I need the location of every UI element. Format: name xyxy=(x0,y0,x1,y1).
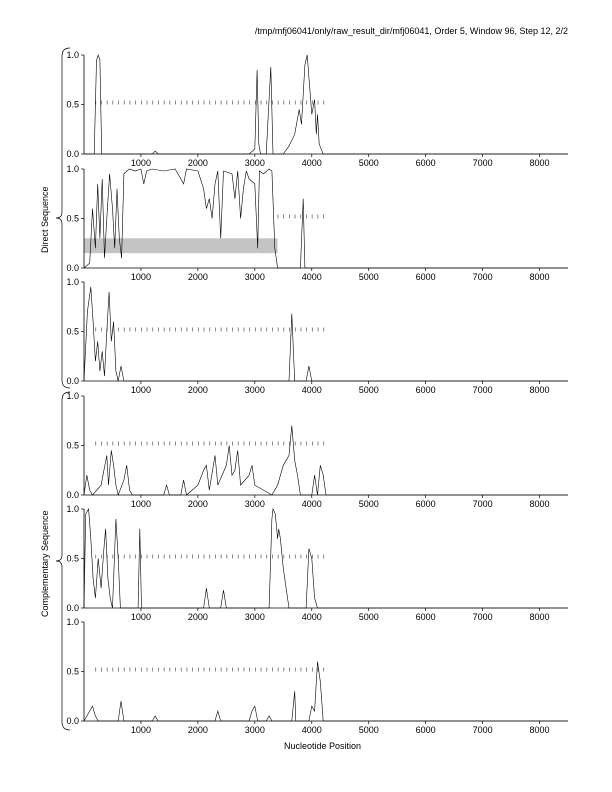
panel-3-x-tick-label: 3000 xyxy=(244,385,265,395)
panel-6-series-line xyxy=(84,662,568,721)
panel-1-x-tick-label: 2000 xyxy=(187,158,208,168)
panel-4-x-tick-label: 1000 xyxy=(130,499,151,509)
panel-2-x-tick-label: 6000 xyxy=(415,272,436,282)
panel-1-series-line xyxy=(84,55,568,154)
panel-6-y-tick-label: 0.0 xyxy=(66,716,79,726)
panel-1-y-tick-label: 1.0 xyxy=(66,50,79,60)
chart-header: /tmp/mfj06041/only/raw_result_dir/mfj06041, Order 5, Window 96, Step 12, 2/2 xyxy=(254,26,568,36)
panel-6-x-tick-label: 2000 xyxy=(187,725,208,735)
panel-5-x-tick-label: 8000 xyxy=(529,612,550,622)
panel-5-x-tick-label: 1000 xyxy=(130,612,151,622)
panel-1-x-tick-label: 3000 xyxy=(244,158,265,168)
panel-4-series-line xyxy=(84,426,568,495)
panel-4-x-tick-label: 2000 xyxy=(187,499,208,509)
panel-1-x-tick-label: 7000 xyxy=(472,158,493,168)
panel-1-x-tick-label: 8000 xyxy=(529,158,550,168)
x-axis-label: Nucleotide Position xyxy=(284,741,362,751)
panel-3-series-line xyxy=(84,287,568,381)
panel-2-y-tick-label: 0.5 xyxy=(66,213,79,224)
panel-2-x-tick-label: 1000 xyxy=(130,272,151,282)
panel-3-x-tick-label: 8000 xyxy=(529,385,550,395)
panel-2-x-tick-label: 8000 xyxy=(529,272,550,282)
panel-6-x-tick-label: 3000 xyxy=(244,725,265,735)
panel-6-x-tick-label: 5000 xyxy=(358,725,379,735)
panel-4-x-tick-label: 6000 xyxy=(415,499,436,509)
panel-6-x-tick-label: 1000 xyxy=(130,725,151,735)
panel-2-x-tick-label: 2000 xyxy=(187,272,208,282)
panel-4-y-tick-label: 1.0 xyxy=(66,391,79,401)
panel-3-x-tick-label: 5000 xyxy=(358,385,379,395)
panel-4-x-tick-label: 7000 xyxy=(472,499,493,509)
panel-3-x-tick-label: 6000 xyxy=(415,385,436,395)
panel-2-x-tick-label: 4000 xyxy=(301,272,322,282)
panel-3-y-tick-label: 1.0 xyxy=(66,277,79,287)
panel-2-shaded-band xyxy=(84,238,278,253)
panel-1-y-tick-label: 0.0 xyxy=(66,149,79,159)
panel-1-y-tick-label: 0.5 xyxy=(66,99,79,110)
panel-5-x-tick-label: 4000 xyxy=(301,612,322,622)
panel-4-x-tick-label: 5000 xyxy=(358,499,379,509)
panel-3-x-tick-label: 1000 xyxy=(130,385,151,395)
panel-3-x-tick-label: 2000 xyxy=(187,385,208,395)
panel-4-y-tick-label: 0.0 xyxy=(66,490,79,500)
panel-1-x-tick-label: 1000 xyxy=(130,158,151,168)
panel-2-x-tick-label: 5000 xyxy=(358,272,379,282)
panel-3-x-tick-label: 7000 xyxy=(472,385,493,395)
panel-6-y-tick-label: 0.5 xyxy=(66,666,79,677)
panel-6-x-tick-label: 7000 xyxy=(472,725,493,735)
panel-5-x-tick-label: 2000 xyxy=(187,612,208,622)
panel-3-x-tick-label: 4000 xyxy=(301,385,322,395)
panel-5-x-tick-label: 3000 xyxy=(244,612,265,622)
panel-5-y-tick-label: 1.0 xyxy=(66,504,79,514)
panel-5-x-tick-label: 6000 xyxy=(415,612,436,622)
panel-3-y-tick-label: 0.0 xyxy=(66,376,79,386)
panel-5-series-line xyxy=(84,509,568,608)
panel-2-x-tick-label: 3000 xyxy=(244,272,265,282)
panel-4-y-tick-label: 0.5 xyxy=(66,440,79,451)
panel-5-x-tick-label: 5000 xyxy=(358,612,379,622)
panel-2-x-tick-label: 7000 xyxy=(472,272,493,282)
panel-3-y-tick-label: 0.5 xyxy=(66,326,79,337)
panel-4-x-tick-label: 3000 xyxy=(244,499,265,509)
panel-1-x-tick-label: 5000 xyxy=(358,158,379,168)
panel-5-y-tick-label: 0.0 xyxy=(66,603,79,613)
panel-5-x-tick-label: 7000 xyxy=(472,612,493,622)
panel-6-x-tick-label: 6000 xyxy=(415,725,436,735)
panel-4-x-tick-label: 8000 xyxy=(529,499,550,509)
panel-6-y-tick-label: 1.0 xyxy=(66,617,79,627)
panel-1-x-tick-label: 6000 xyxy=(415,158,436,168)
panel-2-y-tick-label: 1.0 xyxy=(66,164,79,174)
panel-5-y-tick-label: 0.5 xyxy=(66,553,79,564)
panel-6-x-tick-label: 4000 xyxy=(301,725,322,735)
panel-6-x-tick-label: 8000 xyxy=(529,725,550,735)
panel-2-y-tick-label: 0.0 xyxy=(66,263,79,273)
panel-1-x-tick-label: 4000 xyxy=(301,158,322,168)
direct-sequence-label: Direct Sequence xyxy=(40,186,50,253)
panel-4-x-tick-label: 4000 xyxy=(301,499,322,509)
complementary-sequence-label: Complementary Sequence xyxy=(40,510,50,617)
